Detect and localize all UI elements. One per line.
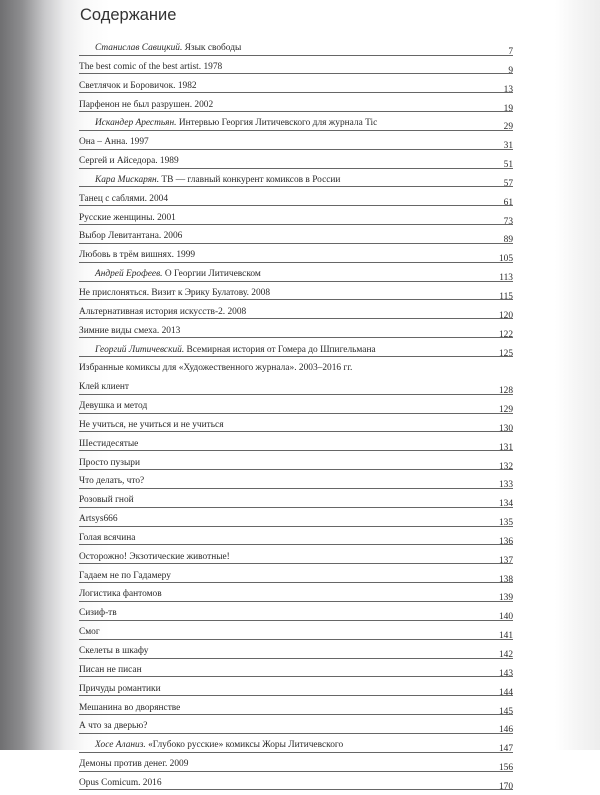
toc-entry [79,474,513,493]
dotted-leader [79,224,513,225]
dotted-leader [79,507,513,508]
toc-entry-title [79,136,149,148]
toc-entry-title [79,475,144,487]
toc-entry-title [79,212,176,224]
toc-entry-page-number: 57 [503,178,513,189]
toc-entry-author: Искандер Арестьян. [95,118,177,129]
toc-entry-page-number: 51 [503,160,513,171]
toc-entry-text: Просто пузыри [79,457,140,468]
toc-entry [79,41,513,60]
toc-entry-author: Хосе Аланиз. [95,740,146,751]
toc-entry-title [79,400,147,412]
toc-entry-title [79,249,195,261]
toc-entry [79,380,513,399]
toc-entry-text: Opus Comicum. 2016 [79,777,162,788]
toc-entry-page-number: 128 [498,386,513,397]
toc-entry-text: ТВ — главный конкурент комиксов в России [159,174,341,185]
toc-entry-page-number: 113 [499,273,513,284]
toc-entry-page-number: 138 [498,574,513,585]
toc-entry-title [79,61,222,73]
toc-entry-page-number: 89 [503,235,513,246]
toc-entry [79,248,513,267]
dotted-leader [79,469,513,470]
toc-entry [79,606,513,625]
dotted-leader [79,544,513,545]
dotted-leader [79,526,513,527]
toc-entry-author: Станислав Савицкий. [95,43,183,53]
toc-entry [79,305,513,324]
toc-entry-page-number: 140 [498,612,513,623]
toc-entry-title [79,513,118,525]
toc-entry-text: Всемирная история от Гомера до Шпигельмана [184,344,376,355]
toc-entry-page-number: 129 [498,405,513,416]
toc-entry-page-number: 136 [498,536,513,547]
toc-entry-title [95,117,377,129]
toc-entry [79,418,513,437]
toc-entry [79,682,513,701]
toc-entry-text: Сизиф-тв [79,608,117,619]
toc-entry-page-number: 141 [498,631,513,642]
toc-entry-text: Язык свободы [182,43,242,53]
dotted-leader [79,318,513,319]
toc-entry-title [79,155,179,167]
toc-entry-page-number: 144 [498,687,513,698]
toc-entry-title [79,532,135,544]
toc-entry-text: Не прислоняться. Визит к Эрику Булатову. 2008 [79,287,271,298]
toc-entry-page-number: 31 [503,141,513,152]
dotted-leader [79,149,513,150]
toc-entry-page-number: 145 [498,706,513,717]
toc-entry [79,60,513,79]
dotted-leader [79,299,513,300]
toc-entry-title [79,381,129,393]
toc-entry-page-number: 7 [508,47,513,57]
toc-entry [79,493,513,512]
toc-entry-page-number: 170 [498,781,513,792]
toc-entry [79,173,513,192]
toc-entry-page-number: 125 [498,348,513,359]
toc-entry-text: Альтернативная история искусств-2. 2008 [79,306,247,317]
toc-entry-text: Логистика фантомов [79,589,162,600]
toc-entry-text: The best comic of the best artist. 1978 [79,61,223,72]
toc-entry-text: О Георгии Литичевском [162,269,261,280]
toc-entry-title [79,306,246,318]
dotted-leader [79,205,513,206]
toc-entry-text: Интервью Георгия Литичевского для журнала Tic [176,118,378,129]
toc-entry-text: Парфенон не был разрушен. 2002 [79,99,214,110]
toc-entry [79,663,513,682]
toc-entry-text: Светлячок и Боровичок. 1982 [79,80,197,91]
toc-entry [79,211,513,230]
toc-entry-page-number: 120 [498,310,513,321]
toc-entry [79,154,513,173]
toc-entry [79,757,513,776]
toc-entry-page-number: 143 [498,668,513,679]
toc-entry-text: Демоны против денег. 2009 [79,759,189,770]
toc-entry [79,719,513,738]
toc-entry-title [79,702,180,714]
toc-entry-title [79,645,148,657]
toc-entry [79,135,513,154]
toc-entry-title [79,570,171,582]
toc-entry-text: Русские женщины. 2001 [79,212,176,223]
toc-entry [79,512,513,531]
dotted-leader [79,337,513,338]
toc-entry-title [79,607,117,619]
dotted-leader [79,281,513,282]
page-title: Содержание [80,6,177,24]
toc-entry-title [79,193,168,205]
toc-entry [79,324,513,343]
toc-entry-text: Она – Анна. 1997 [79,137,149,148]
toc-entry [79,776,513,795]
toc-entry [79,192,513,211]
toc-entry-page-number: 105 [498,254,513,265]
toc-entry-title [79,457,140,469]
toc-entry-page-number: 115 [499,291,513,302]
toc-entry [79,437,513,456]
dotted-leader [79,676,513,677]
toc-entry-text: Зимние виды смеха. 2013 [79,325,181,336]
toc-entry-title [79,438,138,450]
toc-entry-text: Девушка и метод [79,401,148,412]
toc-entry-page-number: 135 [498,518,513,529]
toc-entry-title [79,287,270,299]
toc-entry [79,79,513,98]
toc-entry [79,644,513,663]
table-of-contents [79,41,513,795]
toc-entry-text: Сергей и Айседора. 1989 [79,156,179,167]
toc-entry-title [79,80,197,92]
toc-entry-page-number: 137 [498,555,513,566]
dotted-leader [79,601,513,602]
toc-entry-text: Мешанина во дворянстве [79,702,181,713]
dotted-leader [79,92,513,93]
toc-entry-title [95,344,376,356]
toc-entry-title [79,588,162,600]
dotted-leader [79,130,513,131]
toc-entry-page-number: 134 [498,499,513,510]
toc-entry-page-number: 19 [503,103,513,114]
dotted-leader [79,620,513,621]
dotted-leader [79,394,513,395]
dotted-leader [79,658,513,659]
dotted-leader [79,168,513,169]
toc-entry [79,531,513,550]
toc-entry-page-number: 132 [498,461,513,472]
toc-entry-page-number: 156 [498,763,513,774]
toc-entry-title [79,664,142,676]
toc-entry-author: Андрей Ерофеев. [95,269,163,280]
dotted-leader [79,771,513,772]
toc-entry-author: Кара Мискарян. [95,174,160,185]
dotted-leader [79,186,513,187]
toc-entry-title [95,174,340,186]
toc-entry [79,343,513,362]
toc-entry [79,550,513,569]
toc-entry-text: Выбор Левитантана. 2006 [79,231,183,242]
toc-entry-title [79,494,134,506]
dotted-leader [79,789,513,790]
toc-entry-title [79,551,230,563]
toc-entry [79,229,513,248]
toc-entry-page-number: 61 [503,197,513,208]
dotted-leader [79,695,513,696]
toc-entry [79,399,513,418]
toc-entry-title [79,99,213,111]
dotted-leader [79,262,513,263]
toc-entry-page-number: 139 [498,593,513,604]
dotted-leader [79,243,513,244]
toc-entry [79,361,513,380]
toc-entry-page-number: 131 [498,442,513,453]
toc-entry-title [79,683,161,695]
toc-entry-page-number: 130 [498,423,513,434]
toc-entry-page-number: 133 [498,480,513,491]
toc-entry [79,701,513,720]
toc-entry-text: Что делать, что? [79,476,145,487]
dotted-leader [79,450,513,451]
toc-entry-text: Причуды романтики [79,683,161,694]
toc-entry-text: Гадаем не по Гадамеру [79,570,171,581]
toc-entry [79,116,513,135]
toc-entry-text: Смог [79,627,100,638]
dotted-leader [79,488,513,489]
toc-entry-page-number: 29 [503,122,513,133]
toc-entry-text: Клей клиент [79,382,129,393]
toc-entry-page-number: 142 [498,650,513,660]
toc-entry-title [79,626,100,638]
toc-entry-text: Скелеты в шкафу [79,646,149,656]
toc-entry-text: Не учиться, не учиться и не учиться [79,419,224,430]
toc-entry-title [79,362,352,374]
dotted-leader [79,639,513,640]
toc-entry [79,456,513,475]
toc-entry-text: Голая всячина [79,532,136,543]
toc-entry [79,569,513,588]
toc-entry [79,98,513,117]
dotted-leader [79,563,513,564]
toc-entry-text: Шестидесятые [79,438,139,449]
toc-entry [79,738,513,757]
toc-entry-title [79,419,224,431]
toc-entry-author: Георгий Литичевский. [95,344,185,355]
toc-entry-title [95,42,241,54]
toc-entry-title [79,758,188,770]
toc-entry-title [79,777,162,789]
toc-entry-text: Танец с саблями. 2004 [79,193,169,204]
toc-entry-page-number: 13 [503,84,513,95]
dotted-leader [79,413,513,414]
dotted-leader [79,752,513,753]
toc-entry-title [79,720,147,732]
toc-entry-title [79,325,180,337]
dotted-leader [79,714,513,715]
toc-entry-title [79,230,182,242]
toc-entry-text: Розовый гной [79,495,134,506]
toc-entry [79,267,513,286]
toc-entry [79,587,513,606]
toc-entry-page-number: 146 [498,725,513,736]
toc-entry-title [95,268,261,280]
dotted-leader [79,73,513,74]
toc-entry-title [95,739,343,751]
toc-entry [79,625,513,644]
toc-entry-page-number: 9 [508,65,513,76]
dotted-leader [79,111,513,112]
toc-entry-text: Избранные комиксы для «Художественного журнала». 2003–2016 гг. [79,363,353,374]
toc-entry-page-number: 122 [498,329,513,340]
dotted-leader [79,55,513,56]
toc-entry-text: Писан не писан [79,664,142,675]
dotted-leader [79,733,513,734]
toc-entry-page-number: 147 [498,744,513,755]
toc-entry-page-number: 73 [503,216,513,227]
toc-entry-text: Осторожно! Экзотические животные! [79,551,230,562]
dotted-leader [79,356,513,357]
toc-entry-text: Любовь в трём вишнях. 1999 [79,250,196,261]
dotted-leader [79,582,513,583]
toc-entry-text: Artsys666 [79,514,118,525]
toc-entry-text: А что за дверью? [79,721,148,732]
toc-entry-text: «Глубоко русские» комиксы Жоры Литичевского [145,740,344,751]
toc-entry [79,286,513,305]
dotted-leader [79,431,513,432]
